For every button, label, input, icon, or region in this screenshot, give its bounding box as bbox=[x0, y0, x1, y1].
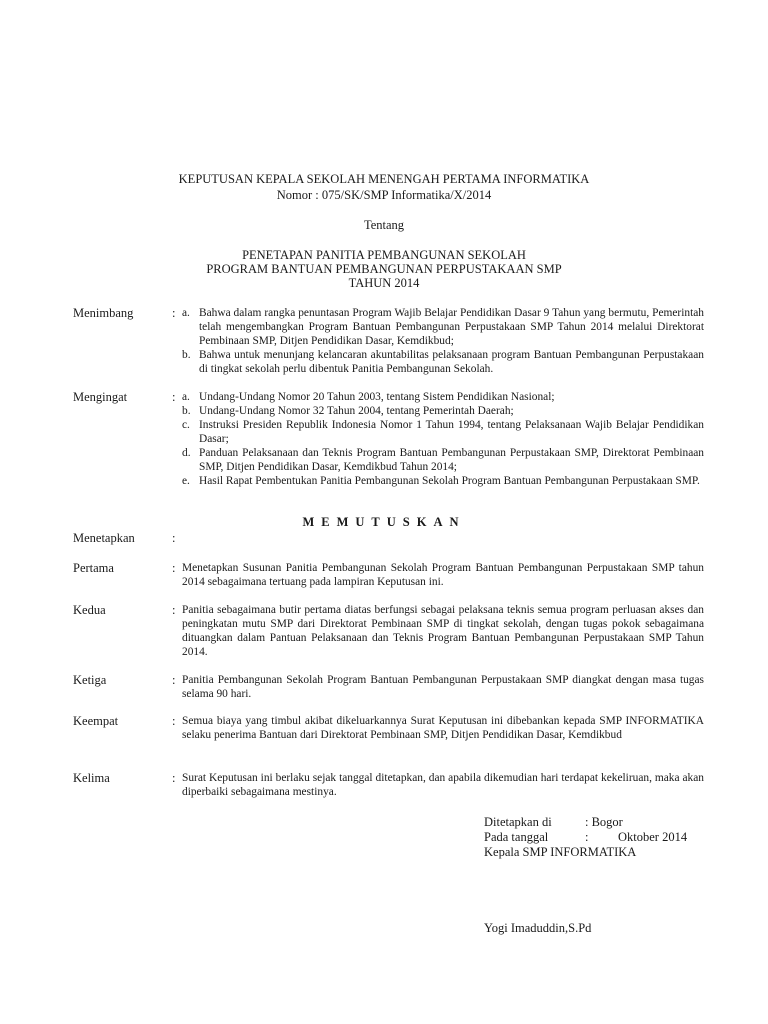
keempat-label: Keempat bbox=[73, 714, 119, 728]
mengingat-item bbox=[182, 418, 704, 446]
document-title: KEPUTUSAN KEPALA SEKOLAH MENENGAH PERTAMA INFORMATIKA bbox=[178, 172, 590, 186]
ditetapkan-value: : Bogor bbox=[585, 815, 623, 829]
kedua-text: Panitia sebagaimana butir pertama diatas berfungsi sebagai pelaksana teknis semua program perluasan akses dan peningkatan mutu SMP dari Direktorat Pembinaan SMP di tingkat sekolah, dengan tugas pokok sebagaimana dituangkan dalam Pantuan Pelaksanaan dan Teknis Program Bantuan Pembangunan Perpustakaan SMP Tahun 2014. bbox=[182, 604, 704, 658]
mengingat-item bbox=[182, 390, 704, 404]
menimbang-list bbox=[182, 306, 704, 376]
mengingat-label: Mengingat bbox=[73, 390, 128, 404]
subject-line-2: PROGRAM BANTUAN PEMBANGUNAN PERPUSTAKAAN SMP bbox=[206, 262, 562, 276]
kelima-text: Surat Keputusan ini berlaku sejak tanggal ditetapkan, dan apabila dikemudian hari terdapat kekeliruan, maka akan diperbaiki sebagaimana mestinya. bbox=[182, 772, 704, 798]
item-text: Hasil Rapat Pembentukan Panitia Pembangunan Sekolah Program Bantuan Pembangunan Perpustakaan SMP. bbox=[199, 475, 700, 487]
signature-place-row bbox=[484, 815, 623, 830]
ketiga-colon: : bbox=[172, 673, 176, 687]
kelima-label: Kelima bbox=[73, 771, 110, 785]
item-text: Instruksi Presiden Republik Indonesia Nomor 1 Tahun 1994, tentang Pelaksanaan Wajib Belajar Pendidikan Dasar; bbox=[199, 419, 704, 445]
kedua-label: Kedua bbox=[73, 603, 106, 617]
pertama-colon: : bbox=[172, 561, 176, 575]
menetapkan-label: Menetapkan bbox=[73, 531, 135, 545]
tanggal-value: Oktober 2014 bbox=[618, 830, 688, 844]
signature-date-row bbox=[484, 830, 696, 845]
ketiga-text: Panitia Pembangunan Sekolah Program Bantuan Pembangunan Perpustakaan SMP diangkat dengan masa tugas selama 90 hari. bbox=[182, 674, 704, 700]
menimbang-item bbox=[182, 306, 704, 348]
kelima-colon: : bbox=[172, 771, 176, 785]
item-text: Bahwa untuk menunjang kelancaran akuntabilitas pelaksanaan program Bantuan Pembangunan Perpustakaan di tingkat sekolah perlu dibentuk Panitia Pembangunan Sekolah. bbox=[199, 349, 704, 375]
ketiga-label: Ketiga bbox=[73, 673, 107, 687]
mengingat-list bbox=[182, 390, 704, 488]
item-letter: b. bbox=[182, 349, 191, 361]
pertama-text: Menetapkan Susunan Panitia Pembangunan Sekolah Program Bantuan Pembangunan Perpustakaan SMP tahun 2014 sebagaimana tertuang pada lampiran Keputusan ini. bbox=[182, 562, 704, 588]
item-letter: a. bbox=[182, 391, 190, 403]
pertama-label: Pertama bbox=[73, 561, 114, 575]
item-letter: d. bbox=[182, 447, 191, 459]
kedua-colon: : bbox=[172, 603, 176, 617]
mengingat-item bbox=[182, 446, 704, 474]
subject-line-3: TAHUN 2014 bbox=[348, 276, 420, 290]
item-text: Undang-Undang Nomor 20 Tahun 2003, tentang Sistem Pendidikan Nasional; bbox=[199, 391, 555, 403]
menimbang-colon: : bbox=[172, 306, 176, 320]
tentang-label: Tentang bbox=[363, 218, 405, 232]
mengingat-item bbox=[182, 404, 704, 418]
memutuskan-heading: MEMUTUSKAN bbox=[302, 515, 466, 529]
ditetapkan-label: Ditetapkan di bbox=[484, 815, 552, 829]
menimbang-label: Menimbang bbox=[73, 306, 134, 320]
subject-line-1: PENETAPAN PANITIA PEMBANGUNAN SEKOLAH bbox=[242, 248, 526, 262]
signature-name: Yogi Imaduddin,S.Pd bbox=[484, 921, 592, 935]
mengingat-colon: : bbox=[172, 390, 176, 404]
item-text: Bahwa dalam rangka penuntasan Program Wajib Belajar Pendidikan Dasar 9 Tahun yang bermutu, Pemerintah telah mengembangkan Program Bantuan Pembangunan Perpustakaan SMP Tahun 2014 melalui Direktorat Pembinaan SMP, Ditjen Pendidikan Dasar, Kemdikbud; bbox=[199, 307, 704, 347]
mengingat-item bbox=[182, 474, 704, 488]
menimbang-item bbox=[182, 348, 704, 376]
item-text: Panduan Pelaksanaan dan Teknis Program Bantuan Pembangunan Perpustakaan SMP, Direktorat Pembinaan SMP, Ditjen Pendidikan Dasar, Kemdikbud Tahun 2014; bbox=[199, 447, 704, 473]
tanggal-colon: : bbox=[585, 830, 589, 844]
menetapkan-colon: : bbox=[172, 531, 176, 545]
keempat-colon: : bbox=[172, 714, 176, 728]
tanggal-label: Pada tanggal bbox=[484, 830, 549, 844]
item-letter: c. bbox=[182, 419, 190, 431]
item-letter: b. bbox=[182, 405, 191, 417]
item-text: Undang-Undang Nomor 32 Tahun 2004, tentang Pemerintah Daerah; bbox=[199, 405, 514, 417]
item-letter: a. bbox=[182, 307, 190, 319]
keempat-text: Semua biaya yang timbul akibat dikeluarkannya Surat Keputusan ini dibebankan kepada SMP INFORMATIKA selaku penerima Bantuan dari Direktorat Pembinaan SMP, Ditjen Pendidikan Dasar, Kemdikbud bbox=[182, 715, 704, 741]
signature-position: Kepala SMP INFORMATIKA bbox=[484, 845, 637, 859]
document-number: Nomor : 075/SK/SMP Informatika/X/2014 bbox=[276, 188, 492, 202]
item-letter: e. bbox=[182, 475, 190, 487]
